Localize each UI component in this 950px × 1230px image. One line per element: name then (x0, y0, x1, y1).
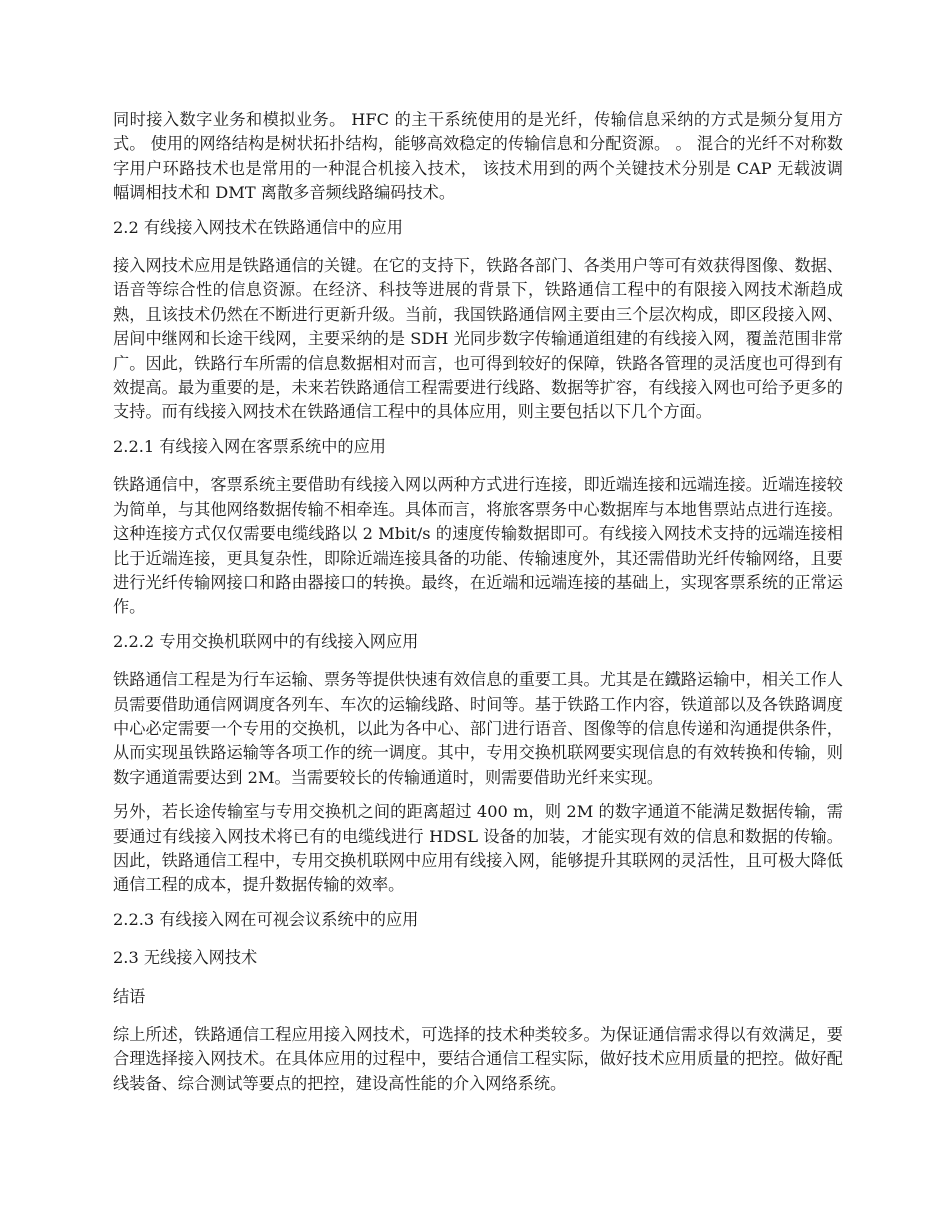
heading-2-2-2: 2.2.2 专用交换机联网中的有线接入网应用 (113, 631, 419, 651)
document-page (113, 108, 843, 1096)
paragraph-private-exchange: 铁路通信工程是为行车运输、票务等提供快速有效信息的重要工具。尤其是在鐵路运输中，相关工作人员需要借助通信网调度各列车、车次的运输线路、时间等。基于铁路工作内容，铁道部以及各铁路调度中心必定需要一个专用的交换机，以此为各中心、部门进行语音、图像等的信息传递和沟通提供条件，从而实现虽铁路运输等各项工作的统一调度。其中，专用交换机联网要实现信息的有效转换和传输，则数字通道需要达到 2M。当需要较长的传输通道时，则需要借助光纤来实现。 (113, 670, 843, 787)
heading-2-3: 2.3 无线接入网技术 (113, 948, 258, 968)
heading-conclusion: 结语 (113, 986, 146, 1006)
paragraph-hfc-intro: 同时接入数字业务和模拟业务。 HFC 的主干系统使用的是光纤，传输信息采纳的方式是频分复用方式。 使用的网络结构是树状拓扑结构，能够高效稳定的传输信息和分配资源。 。 混合的光纤不对称数字用户环路技术也是常用的一种混合机接入技术， 该技术用到的两个关键技术分别是 CAP 无载波调幅调相技术和 DMT 离散多音频线路编码技术。 (113, 110, 843, 203)
heading-2-2-1: 2.2.1 有线接入网在客票系统中的应用 (113, 436, 386, 456)
heading-2-2-3: 2.2.3 有线接入网在可视会议系统中的应用 (113, 909, 419, 929)
heading-2-2: 2.2 有线接入网技术在铁路通信中的应用 (113, 217, 403, 237)
paragraph-hdsl: 另外，若长途传输室与专用交换机之间的距离超过 400 m，则 2M 的数字通道不能满足数据传输，需要通过有线接入网技术将已有的电缆线进行 HDSL 设备的加装，才能实现有效的信息和数据的传输。因此，铁路通信工程中，专用交换机联网中应用有线接入网，能够提升其联网的灵活性，且可极大降低通信工程的成本，提升数据传输的效率。 (113, 802, 843, 895)
paragraph-ticket-system: 铁路通信中，客票系统主要借助有线接入网以两种方式进行连接，即近端连接和远端连接。近端连接较为简单，与其他网络数据传输不相牵连。具体而言，将旅客票务中心数据库与本地售票站点进行连接。这种连接方式仅仅需要电缆线路以 2 Mbit/s 的速度传输数据即可。有线接入网技术支持的远端连接相比于近端连接，更具复杂性，即除近端连接具备的功能、传输速度外，其还需借助光纤传输网络，且要进行光纤传输网接口和路由器接口的转换。最终，在近端和远端连接的基础上，实现客票系统的正常运作。 (113, 475, 843, 617)
paragraph-access-network-application: 接入网技术应用是铁路通信的关键。在它的支持下，铁路各部门、各类用户等可有效获得图像、数据、语音等综合性的信息资源。在经济、科技等进展的背景下，铁路通信工程中的有限接入网技术渐趋成熟，且该技术仍然在不断进行更新升级。当前，我国铁路通信网主要由三个层次构成，即区段接入网、居间中继网和长途干线网，主要采纳的是 SDH 光同步数字传输通道组建的有线接入网，覆盖范围非常广。因此，铁路行车所需的信息数据相对而言，也可得到较好的保障，铁路各管理的灵活度也可得到有效提高。最为重要的是，未来若铁路通信工程需要进行线路、数据等扩容，有线接入网也可给予更多的支持。而有线接入网技术在铁路通信工程中的具体应用，则主要包括以下几个方面。 (113, 256, 843, 422)
paragraph-conclusion: 综上所述，铁路通信工程应用接入网技术，可选择的技术种类较多。为保证通信需求得以有效满足，要合理选择接入网技术。在具体应用的过程中，要结合通信工程实际，做好技术应用质量的把控。做好配线装备、综合测试等要点的把控，建设高性能的介入网络系统。 (113, 1025, 843, 1093)
